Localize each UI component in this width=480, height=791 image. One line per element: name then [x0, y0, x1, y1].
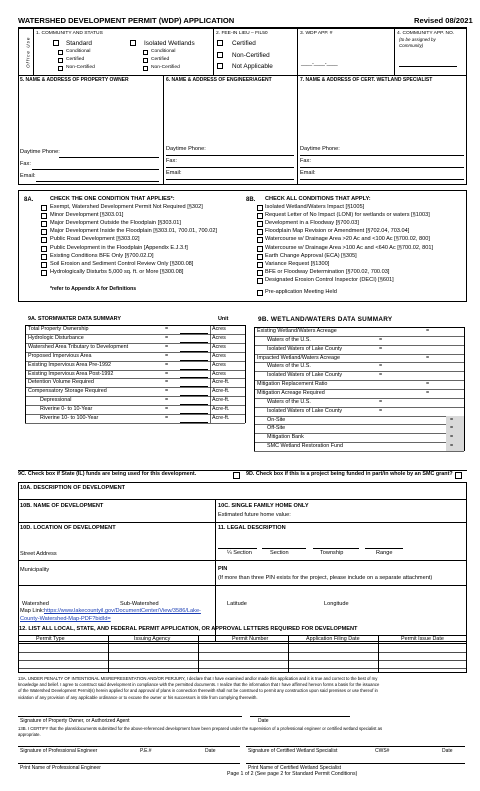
permit-row-rule: [18, 668, 467, 669]
wetland-row-label: Mitigation Replacement Ratio: [257, 381, 328, 388]
owner-signature-line[interactable]: [18, 716, 242, 717]
stormwater-row-equals: =: [165, 361, 169, 368]
iso-non-certified-checkbox[interactable]: [143, 66, 148, 71]
stormwater-row-equals: =: [165, 406, 169, 413]
standard-label: Standard: [66, 40, 92, 47]
community-app-note-2: Community): [399, 43, 424, 48]
wetland-row-equals: =: [379, 363, 383, 370]
condition-8a-label: Existing Conditions BFE Only [§700.02.D]: [50, 252, 154, 259]
stormwater-row-unit: Acre-ft.: [212, 397, 230, 404]
stormwater-row-unit: Acres: [212, 326, 226, 332]
cws-number-label: CWS#: [375, 748, 390, 754]
non-certified-label: Non-Certified: [66, 65, 95, 70]
wetland-specialist-heading: 7. NAME & ADDRESS OF CERT. WETLAND SPECIALIST: [300, 77, 433, 83]
wetland-row-equals: =: [426, 328, 430, 334]
fil-non-certified-label: Non-Certified: [232, 52, 270, 59]
condition-8a-label: Hydrologically Disturbs 5,000 sq. ft. or More [§300.08]: [50, 268, 184, 275]
stormwater-row-equals: =: [165, 343, 169, 350]
state-funds-checkbox[interactable]: [233, 472, 240, 479]
condition-8b-checkbox[interactable]: [257, 237, 263, 243]
wdp-app-number-heading: 3. WDP APP. #: [300, 31, 333, 36]
section-8a-heading: CHECK THE ONE CONDITION THAT APPLIES*:: [50, 196, 175, 202]
maplink-label: Map Link:: [20, 608, 45, 614]
section-10a-heading: 10A. DESCRIPTION OF DEVELOPMENT: [20, 485, 126, 491]
permit-column-header: Permit Issue Date: [401, 636, 444, 642]
iso-non-certified-label: Non-Certified: [151, 65, 180, 70]
stormwater-row-label: Depressional: [40, 397, 72, 404]
owner-signature-label: Signature of Property Owner, or Authorized Agent: [20, 718, 130, 724]
section-8a-label: 8A.: [24, 197, 34, 203]
pe-signature-line[interactable]: [18, 746, 240, 747]
condition-8a-label: Public Road Development [§303.02]: [50, 236, 140, 243]
section-8a-footnote: *refer to Appendix A for Definitions: [50, 286, 137, 292]
range-label: Range: [376, 550, 393, 556]
wetland-row-label: Waters of the U.S.: [267, 363, 311, 370]
wetland-row-equals: =: [426, 381, 430, 388]
street-address-field[interactable]: [18, 560, 215, 561]
engineer-fax-label: Fax:: [166, 158, 177, 164]
permit-header-rule: [18, 643, 467, 644]
table-9b-row-rule: [254, 451, 464, 452]
engineer-email-field[interactable]: [166, 179, 294, 180]
table-9a-left-border: [25, 325, 26, 423]
wdp-app-number-field[interactable]: ____-____-____: [301, 61, 338, 67]
condition-8a-checkbox[interactable]: [41, 262, 47, 268]
stormwater-row-equals: =: [165, 388, 169, 395]
declaration-line: 13A. UNDER PENALTY OF INTENTIONAL MISREPRESENTATION AND/OR PERJURY, I declare that I have examined and/or made this application and it is true and correct to the best of my: [18, 676, 378, 681]
permit-row-rule: [18, 652, 467, 653]
cws-print-line[interactable]: [246, 763, 465, 764]
condition-8a-label: Major Development Outside the Floodplain [§303.01]: [50, 220, 181, 227]
stormwater-row-unit: Acres: [212, 361, 226, 368]
certified-checkbox[interactable]: [58, 58, 63, 63]
conditional-checkbox[interactable]: [58, 50, 63, 55]
condition-8b-label: Designated Erosion Control Inspector (DECI) [§601]: [265, 276, 394, 283]
owner-date-line[interactable]: [250, 716, 350, 717]
wetland-row-equals: =: [379, 345, 383, 352]
table-9b-row-rule: [254, 424, 464, 425]
wetland-row-label: Isolated Waters of Lake County: [267, 407, 343, 414]
owner-email-label: Email:: [20, 173, 36, 179]
specialist-email-label: Email:: [300, 170, 316, 176]
iso-conditional-checkbox[interactable]: [143, 50, 148, 55]
revised-date: Revised 08/2021: [414, 16, 473, 25]
section-9b-heading: 9B. WETLAND/WATERS DATA SUMMARY: [258, 316, 393, 323]
wetland-row-label: Mitigation Acreage Required: [257, 389, 325, 396]
community-app-number-field[interactable]: [399, 66, 457, 67]
condition-8a-checkbox[interactable]: [41, 229, 47, 235]
table-9b-shaded-cell: [446, 433, 464, 442]
condition-8a-checkbox[interactable]: [41, 246, 47, 252]
condition-8a-checkbox[interactable]: [41, 213, 47, 219]
stormwater-row-label: Hydrologic Disturbance: [28, 334, 84, 341]
conditional-label: Conditional: [66, 49, 91, 54]
subwatershed-label: Sub-Watershed: [120, 601, 159, 607]
stormwater-row-label: Existing Impervious Area Pre-1992: [28, 361, 111, 368]
pe-print-label: Print Name of Professional Engineer: [20, 765, 101, 771]
wetland-row-equals: =: [379, 372, 383, 379]
non-certified-checkbox[interactable]: [58, 66, 63, 71]
stormwater-row-equals: =: [165, 379, 169, 386]
wetland-row-equals: =: [379, 398, 383, 405]
owner-fax-label: Fax:: [20, 161, 31, 167]
watershed-label: Watershed: [22, 601, 49, 607]
condition-8b-label: Development in a Floodway [§700.03]: [265, 220, 359, 227]
stormwater-row-unit: Acres: [212, 370, 226, 377]
township-label: Township: [320, 550, 344, 556]
wetland-row-label: SMC Wetland Restoration Fund: [267, 443, 344, 450]
table-9b-row-rule: [254, 416, 464, 417]
condition-8b-checkbox[interactable]: [257, 213, 263, 219]
condition-8b-label: Floodplain Map Revision or Amendment [§702.04, 703.04]: [265, 228, 410, 235]
stormwater-row-unit: Acres: [212, 343, 226, 350]
condition-8b-checkbox[interactable]: [257, 278, 263, 284]
permit-column-header: Permit Type: [36, 636, 65, 642]
condition-8a-label: Exempt, Watershed Development Permit Not Required [§302]: [50, 204, 203, 210]
stormwater-row-equals: =: [165, 415, 169, 421]
future-home-value-label: Estimated future home value:: [218, 512, 291, 518]
wetland-row-equals: =: [450, 425, 454, 432]
maplink-line-2[interactable]: County-Watershed-Map-PDF?bidId=: [20, 616, 111, 622]
community-status-heading: 1. COMMUNITY AND STATUS: [36, 31, 103, 36]
condition-8a-checkbox[interactable]: [41, 237, 47, 243]
stormwater-row-unit: Acre-ft.: [212, 406, 230, 413]
specialist-phone-field[interactable]: [300, 155, 464, 156]
condition-8b-checkbox[interactable]: [257, 270, 263, 276]
pe-number-label: P.E.#: [140, 748, 152, 754]
fil-not-applicable-checkbox[interactable]: [217, 63, 223, 69]
iso-conditional-label: Conditional: [151, 49, 176, 54]
condition-8a-label: Soil Erosion and Sediment Control Review Only [§300.08]: [50, 260, 194, 267]
longitude-label: Longitude: [324, 601, 349, 607]
wetland-row-equals: =: [379, 407, 383, 414]
iso-certified-checkbox[interactable]: [143, 58, 148, 63]
standard-checkbox[interactable]: [53, 40, 59, 46]
condition-8b-checkbox[interactable]: [257, 205, 263, 211]
stormwater-row-equals: =: [165, 352, 169, 359]
condition-8b-label: Pre-application Meeting Held: [265, 289, 337, 295]
engineer-phone-label: Daytime Phone:: [166, 146, 206, 152]
fee-in-lieu-heading: 2. FEE-IN LIEU – FIL50: [216, 31, 268, 36]
wetland-row-equals: =: [379, 336, 383, 343]
stormwater-row-label: Watershed Area Tributary to Development: [28, 343, 129, 350]
condition-8b-label: Variance Request [§1300]: [265, 260, 330, 267]
section-9a-heading: 9A. STORMWATER DATA SUMMARY: [28, 316, 121, 322]
pe-print-line[interactable]: [18, 763, 240, 764]
stormwater-row-label: Existing Impervious Area Post-1992: [28, 370, 114, 377]
page-footer: Page 1 of 2 (See page 2 for Standard Permit Conditions): [227, 771, 358, 777]
community-app-number-heading: 4. COMMUNITY APP. NO.: [397, 31, 455, 36]
stormwater-row-equals: =: [165, 326, 169, 332]
permit-row-rule: [18, 660, 467, 661]
table-9b-shaded-cell: [446, 424, 464, 433]
stormwater-row-label: Riverine 10- to 100-Year: [40, 415, 99, 421]
condition-8a-checkbox[interactable]: [41, 205, 47, 211]
owner-email-field[interactable]: [36, 181, 159, 182]
owner-fax-field[interactable]: [32, 169, 159, 170]
pin-note: (If more than three PIN exists for the project, please include on a separate attachment): [218, 575, 433, 581]
condition-8b-label: Watercourse w/ Drainage Area >20 Ac and <100 Ac [§700.02, 800]: [265, 236, 430, 243]
condition-8b-checkbox[interactable]: [257, 221, 263, 227]
form-title: WATERSHED DEVELOPMENT PERMIT (WDP) APPLICATION: [18, 16, 235, 25]
wetland-row-equals: =: [426, 354, 430, 361]
specialist-email-field[interactable]: [300, 179, 464, 180]
condition-8a-label: Public Development in the Floodplain [Appendix E.J.3.f]: [50, 244, 188, 251]
condition-8a-label: Major Development Inside the Floodplain [§303.01, 700.01, 700.02]: [50, 228, 217, 235]
engineer-fax-field[interactable]: [166, 167, 294, 168]
owner-date-label: Date: [258, 718, 269, 724]
section-8b-heading: CHECK ALL CONDITIONS THAT APPLY:: [265, 196, 371, 202]
stormwater-row-equals: =: [165, 397, 169, 404]
condition-8b-checkbox[interactable]: [257, 254, 263, 260]
stormwater-row-label: Compensatory Storage Required: [28, 388, 107, 395]
condition-8a-checkbox[interactable]: [41, 221, 47, 227]
stormwater-row-unit: Acre-ft.: [212, 415, 230, 421]
pe-date-label: Date: [205, 748, 216, 754]
condition-8a-label: Minor Development [§303.01]: [50, 212, 124, 219]
declaration-line: of the Watershed Development Permit(s) herein applied for and approval of plans in connection therewith shall not be construed to permit any construction upon said premises or use thereof in: [18, 688, 378, 694]
table-9b-left-border: [254, 327, 255, 451]
cws-date-label: Date: [442, 748, 453, 754]
stormwater-row-label: Proposed Impervious Area: [28, 352, 92, 359]
isolated-wetlands-checkbox[interactable]: [130, 40, 136, 46]
wetland-row-label: Isolated Waters of Lake County: [267, 372, 343, 379]
owner-phone-field[interactable]: [59, 157, 159, 158]
table-9b-shaded-cell: [446, 416, 464, 425]
engineer-email-label: Email:: [166, 170, 182, 176]
wetland-row-equals: =: [450, 416, 454, 423]
certified-label: Certified: [66, 57, 85, 62]
permit-column-header: Permit Number: [232, 636, 269, 642]
condition-8a-checkbox[interactable]: [41, 270, 47, 276]
engineer-phone-field[interactable]: [166, 155, 294, 156]
certification-line: 13B. I CERTIFY that the plans/documents submitted for the above-referenced development have been prepared under the supervision of a professional engineer or certified wetland specialist as: [18, 726, 383, 731]
stormwater-row-unit: Acres: [212, 352, 226, 359]
stormwater-row-label: Riverine 0- to 10-Year: [40, 406, 93, 413]
stormwater-row-equals: =: [165, 334, 169, 341]
condition-8b-checkbox[interactable]: [257, 229, 263, 235]
section-10b-heading: 10B. NAME OF DEVELOPMENT: [20, 503, 104, 509]
stormwater-row-label: Total Property Ownership: [28, 326, 89, 332]
section-12-heading: 12. LIST ALL LOCAL, STATE, AND FEDERAL PERMIT APPLICATION, OR APPROVAL LETTERS REQUIRED FOR DEVELOPMENT: [19, 626, 358, 632]
stormwater-row-unit: Acres: [212, 334, 226, 341]
condition-8b-checkbox[interactable]: [257, 262, 263, 268]
wetland-row-label: Impacted Wetland/Waters Acreage: [257, 354, 340, 361]
table-9a-right-border: [245, 325, 246, 423]
latitude-label: Latitude: [227, 601, 247, 607]
quarter-section-label: ¼ Section: [227, 550, 252, 556]
condition-8b-label: Earth Change Approval (ECA) [§305]: [265, 252, 357, 259]
section-10c-heading: 10C. SINGLE FAMILY HOME ONLY: [218, 503, 309, 509]
condition-8b-checkbox[interactable]: [257, 246, 263, 252]
wetland-row-label: Off-Site: [267, 425, 286, 432]
owner-phone-label: Daytime Phone:: [20, 149, 60, 155]
condition-8a-checkbox[interactable]: [41, 254, 47, 260]
table-9a-unit-divider: [210, 325, 211, 423]
section-8b-label: 8B.: [246, 197, 256, 203]
community-app-note-1: (to be assigned by: [399, 37, 436, 42]
section-10d-heading: 10D. LOCATION OF DEVELOPMENT: [20, 525, 116, 531]
municipality-field[interactable]: [18, 585, 467, 586]
table-9b-shaded-cell: [446, 442, 464, 451]
engineer-agent-heading: 6. NAME & ADDRESS OF ENGINEER/AGENT: [166, 77, 272, 83]
fil-non-certified-checkbox[interactable]: [217, 52, 223, 58]
wetland-row-label: Mitigation Bank: [267, 434, 304, 441]
specialist-phone-label: Daytime Phone:: [300, 146, 340, 152]
condition-8b-label: Watercourse w/ Drainage Area >100 Ac and <640 Ac [§700.02, 801]: [265, 244, 434, 251]
office-use-label: Office Use: [25, 36, 31, 69]
condition-8b-label: Isolated Wetland/Waters Impact [§1005]: [265, 204, 365, 210]
permit-column-header: Issuing Agency: [134, 636, 171, 642]
fil-not-applicable-label: Not Applicable: [232, 63, 273, 70]
wetland-row-label: On-Site: [267, 416, 286, 423]
wetland-row-equals: =: [450, 443, 454, 450]
specialist-fax-label: Fax:: [300, 158, 311, 164]
section-11-heading: 11. LEGAL DESCRIPTION: [218, 525, 286, 531]
street-address-label: Street Address: [20, 551, 57, 557]
pin-label: PIN: [218, 566, 228, 572]
wetland-row-label: Waters of the U.S.: [267, 336, 311, 343]
wetland-row-label: Waters of the U.S.: [267, 398, 311, 405]
section-9a-unit-heading: Unit: [218, 316, 229, 322]
cws-signature-line[interactable]: [246, 746, 465, 747]
declaration-line: violation of any provision of any applicable ordinance or to excuse the owner or his successors in title from complying therewith.: [18, 694, 258, 700]
specialist-fax-field[interactable]: [300, 167, 464, 168]
stormwater-row-unit: Acre-ft.: [212, 388, 230, 395]
fil-certified-label: Certified: [232, 40, 256, 47]
isolated-wetlands-label: Isolated Wetlands: [144, 40, 195, 47]
table-9a-row-rule: [25, 423, 245, 424]
fil-certified-checkbox[interactable]: [217, 40, 223, 46]
cws-signature-label: Signature of Certified Wetland Specialist: [248, 748, 338, 754]
section-9d-text: 9D. Check box if this is a project being funded in part/in whole by an SMC grant?: [246, 471, 453, 477]
stormwater-row-equals: =: [165, 370, 169, 377]
section-9c-text: 9C. Check box if State (IL) funds are being used for this development.: [18, 471, 197, 477]
maplink-line-1[interactable]: https://www.lakecountyil.gov/DocumentCenter/View/3586/Lake-: [44, 608, 201, 614]
condition-8b-checkbox[interactable]: [257, 290, 263, 296]
pe-signature-label: Signature of Professional Engineer: [20, 748, 98, 754]
municipality-label: Municipality: [20, 567, 50, 573]
wetland-row-label: Isolated Waters of Lake County: [267, 345, 343, 352]
cws-print-label: Print Name of Certified Wetland Specialist: [248, 765, 342, 771]
declaration-line: knowledge and belief. I agree to construct said development in compliance with the permitted documents. I realize that the information that I have affirmed hereon forms a basis for the issuance: [18, 682, 380, 688]
condition-8b-label: BFE or Floodway Determination [§700.02, 700.03]: [265, 268, 390, 275]
smc-grant-checkbox[interactable]: [455, 472, 462, 479]
certification-line: appropriate.: [18, 732, 41, 738]
permit-column-header: Application Filing Date: [306, 636, 360, 642]
condition-8b-label: Request Letter of No Impact (LONI) for wetlands or waters [§1003]: [265, 212, 430, 219]
stormwater-row-label: Detention Volume Required: [28, 379, 94, 386]
table-9b-right-border: [464, 327, 465, 451]
iso-certified-label: Certified: [151, 57, 170, 62]
wetland-row-equals: =: [450, 434, 454, 441]
wetland-row-label: Existing Wetland/Waters Acreage: [257, 328, 337, 334]
section-label: Section: [270, 550, 289, 556]
wetland-row-equals: =: [426, 389, 430, 396]
property-owner-heading: 5. NAME & ADDRESS OF PROPERTY OWNER: [20, 77, 129, 83]
stormwater-row-unit: Acre-ft.: [212, 379, 230, 386]
